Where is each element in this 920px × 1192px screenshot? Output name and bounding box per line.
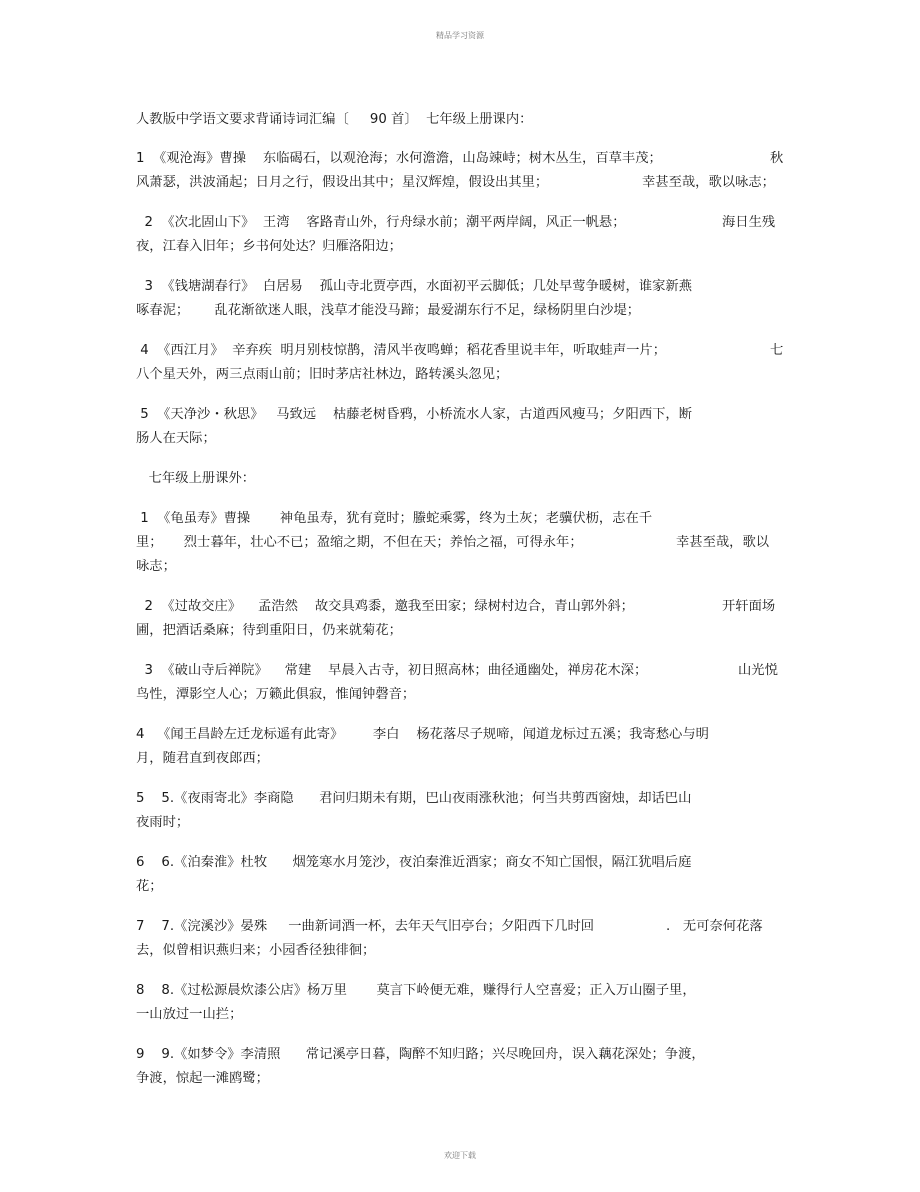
text-line: 圃，把酒话桑麻；待到重阳日，仍来就菊花；: [136, 623, 402, 638]
text-line: 八个星天外，两三点雨山前；旧时茅店社林边，路转溪头忽见；: [136, 367, 509, 382]
text-line: 七年级上册课外：: [136, 471, 256, 486]
text-line: 山光悦: [738, 663, 778, 678]
text-line: 去，似曾相识燕归来；小园香径独徘徊；: [136, 943, 376, 958]
text-line: 人教版中学语文要求背诵诗词汇编〔 90 首〕 七年级上册课内：: [136, 112, 533, 127]
text-line: 7 7.《浣溪沙》晏殊 一曲新词酒一杯，去年天气旧亭台；夕阳西下几时回: [136, 919, 595, 934]
text-line: 咏志；: [136, 559, 176, 574]
text-line: 开轩面场: [722, 599, 776, 614]
text-line: 花；: [136, 879, 163, 894]
page-header: 精品学习资源: [436, 31, 484, 40]
text-line: 3 《破山寺后禅院》 常建 早晨入古寺，初日照高林；曲径通幽处，禅房花木深；: [136, 663, 648, 678]
text-line: 2 《次北固山下》 王湾 客路青山外，行舟绿水前；潮平两岸阔，风正一帆悬；: [136, 215, 626, 230]
text-line: 1 《观沧海》曹操 东临碣石，以观沧海；水何澹澹，山岛竦峙；树木丛生，百草丰茂；: [136, 151, 662, 166]
text-line: 鸟性，潭影空人心；万籁此俱寂，惟闻钟磬音；: [136, 687, 416, 702]
text-line: 啄春泥； 乱花渐欲迷人眼，浅草才能没马蹄；最爱湖东行不足，绿杨阴里白沙堤；: [136, 303, 641, 318]
text-line: 5 5.《夜雨寄北》李商隐 君问归期未有期，巴山夜雨涨秋池；何当共剪西窗烛，却话巴山: [136, 791, 692, 806]
text-line: 幸甚至哉，歌以: [676, 535, 770, 550]
text-line: 海日生残: [722, 215, 776, 230]
text-line: 风萧瑟，洪波涌起；日月之行，假设出其中；星汉辉煌，假设出其里；: [136, 175, 549, 190]
text-line: 夜雨时；: [136, 815, 190, 830]
page-footer: 欢迎下载: [444, 1151, 476, 1160]
text-line: 月，随君直到夜郎西；: [136, 751, 269, 766]
text-line: 七: [770, 343, 784, 358]
text-line: 1 《龟虽寿》曹操 神龟虽寿，犹有竟时；螣蛇乘雾，终为土灰；老骥伏枥，志在千: [136, 511, 653, 526]
text-line: 2 《过故交庄》 孟浩然 故交具鸡黍，邀我至田家；绿树村边合，青山郭外斜；: [136, 599, 634, 614]
text-line: 里； 烈士暮年，壮心不已；盈缩之期，不但在天；养怡之福，可得永年；: [136, 535, 583, 550]
text-line: 6 6.《泊秦淮》杜牧 烟笼寒水月笼沙，夜泊秦淮近酒家；商女不知亡国恨，隔江犹唱后庭: [136, 855, 692, 870]
text-line: 肠人在天际；: [136, 431, 216, 446]
text-line: 一山放过一山拦；: [136, 1007, 243, 1022]
text-line: . 无可奈何花落: [666, 919, 763, 934]
text-line: 4 《闻王昌龄左迁龙标遥有此寄》 李白 杨花落尽子规啼，闻道龙标过五溪；我寄愁心与明: [136, 727, 709, 742]
text-line: 幸甚至哉，歌以咏志；: [642, 175, 775, 190]
text-line: 秋: [770, 151, 784, 166]
text-line: 争渡，惊起一滩鸥鹭；: [136, 1071, 269, 1086]
text-line: 4 《西江月》 辛弃疾 明月别枝惊鹊，清风半夜鸣蝉；稻花香里说丰年，听取蛙声一片；: [136, 343, 667, 358]
text-line: 9 9.《如梦令》李清照 常记溪亭日暮，陶醉不知归路；兴尽晚回舟，误入藕花深处；争渡，: [136, 1047, 705, 1062]
text-line: 3 《钱塘湖春行》 白居易 孤山寺北贾亭西，水面初平云脚低；几处早莺争暖树，谁家新燕: [136, 279, 693, 294]
text-line: 5 《天净沙・秋思》 马致远 枯藤老树昏鸦，小桥流水人家，古道西风瘦马；夕阳西下，断: [136, 407, 693, 422]
text-line: 夜，江春入旧年；乡书何处达？归雁洛阳边；: [136, 239, 402, 254]
text-line: 8 8.《过松源晨炊漆公店》杨万里 莫言下岭便无难，赚得行人空喜爱；正入万山圈子里，: [136, 983, 696, 998]
